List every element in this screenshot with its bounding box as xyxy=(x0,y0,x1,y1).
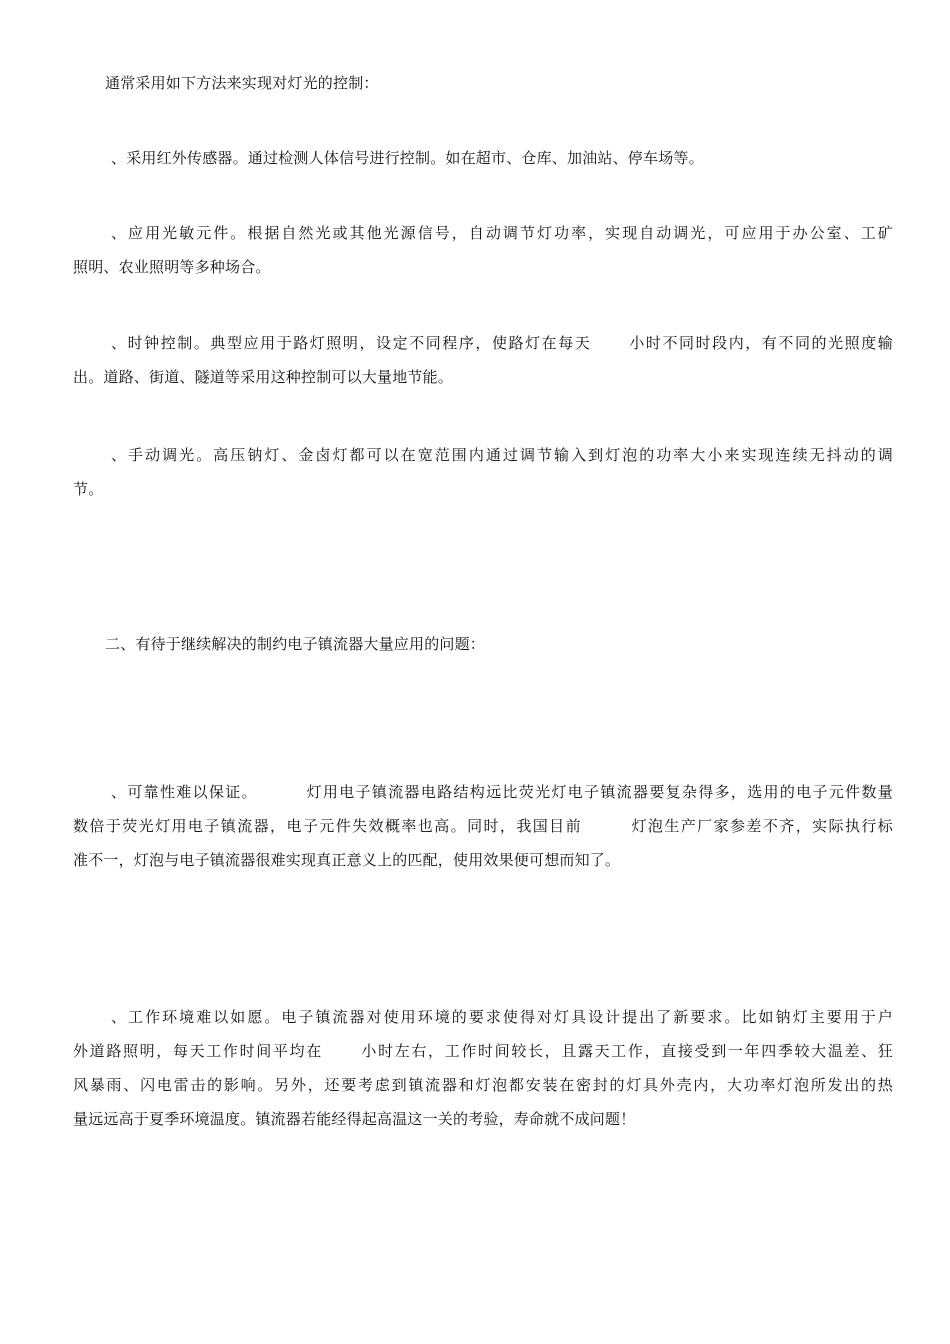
method-4-line-2: 节。 xyxy=(73,480,104,498)
problem-1-line-3: 准不一，灯泡与电子镇流器很难实现真正意义上的匹配，使用效果便可想而知了。 xyxy=(73,851,621,869)
method-3-line-1: 、时钟控制。典型应用于路灯照明，设定不同程序，使路灯在每天 小时不同时段内，有不同的光照度输 xyxy=(111,334,893,352)
method-1-paragraph xyxy=(73,141,893,175)
method-3-paragraph xyxy=(73,326,893,394)
problem-2-paragraph xyxy=(73,1000,893,1136)
method-3-line-2: 出。道路、街道、隧道等采用这种控制可以大量地节能。 xyxy=(73,368,454,386)
problem-2-line-2: 外道路照明，每天工作时间平均在 小时左右，工作时间较长，且露天工作，直接受到一年四季较大温差、狂 xyxy=(73,1042,893,1060)
problem-1-paragraph xyxy=(73,775,893,877)
intro-line: 通常采用如下方法来实现对灯光的控制： xyxy=(105,74,379,92)
problem-2-line-4: 量远远高于夏季环境温度。镇流器若能经得起高温这一关的考验，寿命就不成问题！ xyxy=(73,1110,636,1128)
method-2-line-2: 照明、农业照明等多种场合。 xyxy=(73,258,271,276)
method-2-line-1: 、应用光敏元件。根据自然光或其他光源信号，自动调节灯功率，实现自动调光，可应用于办公室、工矿 xyxy=(111,224,893,242)
problem-2-line-1: 、工作环境难以如愿。电子镇流器对使用环境的要求使得对灯具设计提出了新要求。比如钠灯主要用于户 xyxy=(111,1008,893,1026)
method-2-paragraph xyxy=(73,216,893,284)
section-2-heading-line: 二、有待于继续解决的制约电子镇流器大量应用的问题： xyxy=(105,635,486,653)
section-2-heading xyxy=(73,627,893,661)
method-4-line-1: 、手动调光。高压钠灯、金卤灯都可以在宽范围内通过调节输入到灯泡的功率大小来实现连续无抖动的调 xyxy=(111,446,893,464)
intro-paragraph xyxy=(73,66,893,100)
problem-2-line-3: 风暴雨、闪电雷击的影响。另外，还要考虑到镇流器和灯泡都安装在密封的灯具外壳内，大功率灯泡所发出的热 xyxy=(73,1076,893,1094)
problem-1-line-2: 数倍于荧光灯用电子镇流器，电子元件失效概率也高。同时，我国目前 灯泡生产厂家参差不齐，实际执行标 xyxy=(73,817,893,835)
method-4-paragraph xyxy=(73,438,893,506)
method-1-line: 、采用红外传感器。通过检测人体信号进行控制。如在超市、仓库、加油站、停车场等。 xyxy=(111,149,704,167)
problem-1-line-1: 、可靠性难以保证。 灯用电子镇流器电路结构远比荧光灯电子镇流器要复杂得多，选用的电子元件数量 xyxy=(111,783,893,801)
